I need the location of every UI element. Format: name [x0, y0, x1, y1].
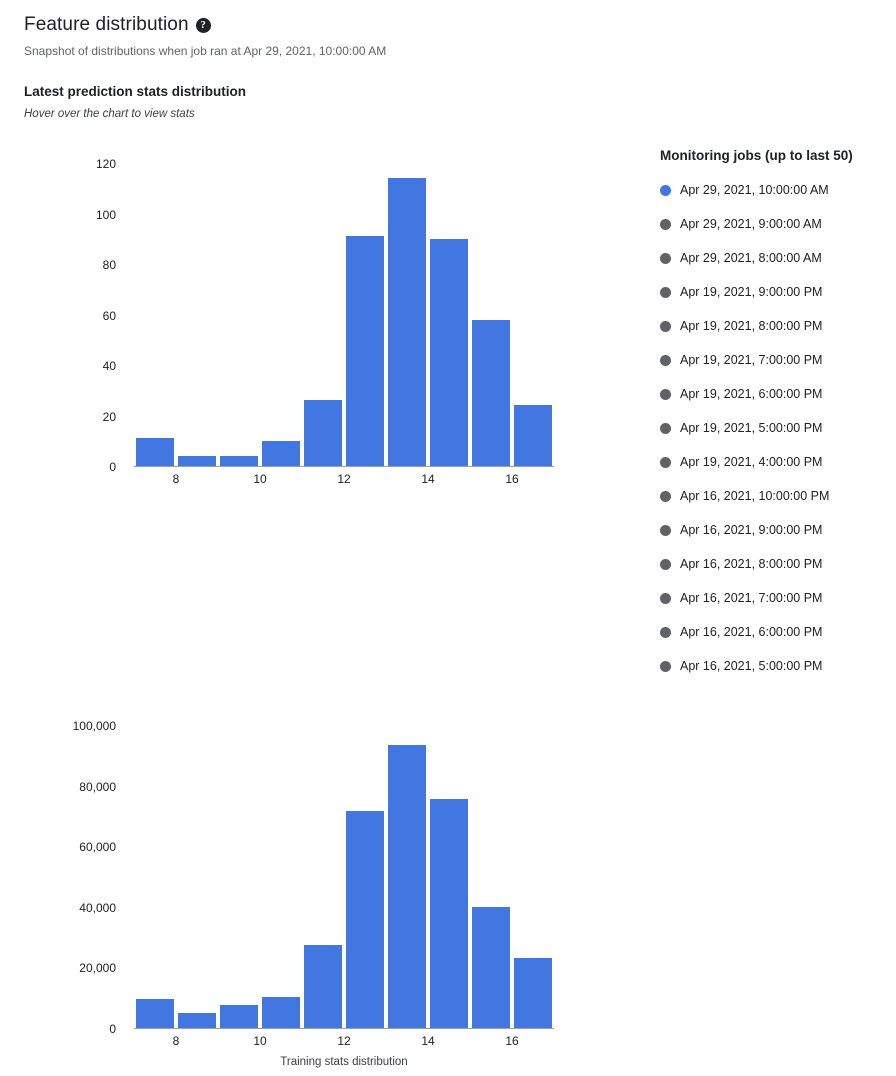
help-icon[interactable]: ?: [196, 18, 211, 33]
bar[interactable]: [304, 945, 342, 1028]
y-tick-label: 100: [95, 207, 116, 222]
legend-item-label: Apr 16, 2021, 7:00:00 PM: [680, 591, 823, 605]
prediction-bars[interactable]: [134, 164, 554, 466]
bar[interactable]: [472, 320, 510, 466]
prediction-y-axis: [24, 150, 124, 495]
page-title: Feature distribution: [24, 14, 189, 35]
legend-item-label: Apr 16, 2021, 8:00:00 PM: [680, 557, 823, 571]
y-tick-label: 40: [102, 359, 116, 373]
monitoring-jobs-legend: [660, 148, 890, 683]
legend-item[interactable]: [660, 547, 890, 581]
legend-item[interactable]: [660, 241, 890, 275]
legend-item[interactable]: [660, 275, 890, 309]
title-row: [24, 14, 896, 36]
legend-item[interactable]: [660, 649, 890, 683]
legend-dot-icon: [660, 389, 671, 400]
page-header: [0, 0, 896, 58]
legend-item[interactable]: [660, 207, 890, 241]
training-y-axis: [24, 712, 124, 1072]
legend-item[interactable]: [660, 615, 890, 649]
bar[interactable]: [388, 178, 426, 466]
bar[interactable]: [220, 1005, 258, 1028]
prediction-stats-chart[interactable]: [24, 150, 624, 495]
y-tick-label: 80,000: [79, 779, 116, 794]
legend-item-label: Apr 16, 2021, 5:00:00 PM: [680, 659, 823, 673]
x-tick-label: 16: [505, 472, 519, 486]
legend-item[interactable]: [660, 411, 890, 445]
legend-items: [660, 173, 890, 683]
bar[interactable]: [346, 236, 384, 466]
x-tick-label: 12: [337, 1034, 351, 1048]
bar[interactable]: [178, 456, 216, 466]
page-subtitle: Snapshot of distributions when job ran at Apr 29, 2021, 10:00:00 AM: [24, 44, 387, 58]
hover-hint: Hover over the chart to view stats: [24, 108, 195, 120]
y-tick-label: 40,000: [79, 900, 116, 915]
legend-dot-icon: [660, 559, 671, 570]
prediction-plot-area[interactable]: [134, 164, 554, 467]
y-tick-label: 0: [109, 1022, 116, 1036]
y-tick-label: 20: [102, 409, 116, 424]
bar[interactable]: [304, 400, 342, 466]
legend-item-label: Apr 16, 2021, 10:00:00 PM: [680, 489, 830, 503]
legend-item-label: Apr 19, 2021, 7:00:00 PM: [680, 353, 823, 367]
legend-item[interactable]: [660, 343, 890, 377]
legend-dot-icon: [660, 219, 671, 230]
x-tick-label: 14: [421, 1034, 435, 1048]
bar[interactable]: [430, 799, 468, 1028]
legend-dot-icon: [660, 253, 671, 264]
bar[interactable]: [472, 907, 510, 1028]
training-bars[interactable]: [134, 726, 554, 1028]
legend-item-label: Apr 19, 2021, 5:00:00 PM: [680, 421, 823, 435]
legend-item-label: Apr 29, 2021, 10:00:00 AM: [680, 183, 829, 197]
bar[interactable]: [136, 438, 174, 466]
legend-dot-icon: [660, 457, 671, 468]
legend-dot-icon: [660, 287, 671, 298]
legend-title: Monitoring jobs (up to last 50): [660, 148, 853, 163]
bar[interactable]: [346, 811, 384, 1028]
legend-item[interactable]: [660, 377, 890, 411]
legend-dot-icon: [660, 593, 671, 604]
y-tick-label: 60,000: [79, 840, 116, 855]
legend-item-label: Apr 19, 2021, 9:00:00 PM: [680, 285, 823, 299]
bar[interactable]: [262, 997, 300, 1028]
legend-dot-icon: [660, 423, 671, 434]
legend-item[interactable]: [660, 309, 890, 343]
legend-item[interactable]: [660, 445, 890, 479]
training-axis-title: Training stats distribution: [280, 1056, 408, 1068]
training-plot-area[interactable]: [134, 726, 554, 1029]
x-tick-label: 10: [253, 472, 267, 486]
legend-item-label: Apr 29, 2021, 9:00:00 AM: [680, 217, 822, 231]
y-tick-label: 60: [102, 308, 116, 323]
legend-item[interactable]: [660, 581, 890, 615]
bar[interactable]: [136, 999, 174, 1028]
bar[interactable]: [178, 1013, 216, 1028]
y-tick-label: 120: [95, 157, 116, 171]
legend-item-label: Apr 16, 2021, 9:00:00 PM: [680, 523, 823, 537]
legend-item-label: Apr 29, 2021, 8:00:00 AM: [680, 251, 822, 265]
bar[interactable]: [514, 958, 552, 1028]
legend-item-label: Apr 16, 2021, 6:00:00 PM: [680, 625, 823, 639]
legend-dot-icon: [660, 525, 671, 536]
legend-item[interactable]: [660, 173, 890, 207]
legend-item-label: Apr 19, 2021, 8:00:00 PM: [680, 319, 823, 333]
bar[interactable]: [262, 441, 300, 466]
x-tick-label: 12: [337, 472, 351, 486]
y-tick-label: 20,000: [79, 961, 116, 976]
x-tick-label: 8: [172, 1034, 180, 1048]
legend-item-label: Apr 19, 2021, 4:00:00 PM: [680, 455, 823, 469]
legend-dot-icon: [660, 321, 671, 332]
x-tick-label: 16: [505, 1034, 519, 1048]
legend-dot-icon: [660, 491, 671, 502]
bar[interactable]: [430, 239, 468, 466]
bar[interactable]: [220, 456, 258, 466]
bar[interactable]: [388, 745, 426, 1028]
legend-dot-icon: [660, 661, 671, 672]
legend-dot-icon: [660, 185, 671, 196]
y-tick-label: 80: [102, 258, 116, 272]
legend-dot-icon: [660, 355, 671, 366]
section-title: Latest prediction stats distribution: [24, 84, 247, 99]
legend-item[interactable]: [660, 513, 890, 547]
bar[interactable]: [514, 405, 552, 466]
legend-item-label: Apr 19, 2021, 6:00:00 PM: [680, 387, 823, 401]
y-tick-label: 100,000: [72, 719, 116, 733]
y-tick-label: 0: [109, 460, 116, 474]
x-tick-label: 10: [253, 1034, 267, 1048]
training-stats-chart[interactable]: [24, 712, 624, 1072]
legend-item[interactable]: [660, 479, 890, 513]
legend-dot-icon: [660, 627, 671, 638]
x-tick-label: 8: [172, 472, 180, 486]
x-tick-label: 14: [421, 472, 435, 486]
